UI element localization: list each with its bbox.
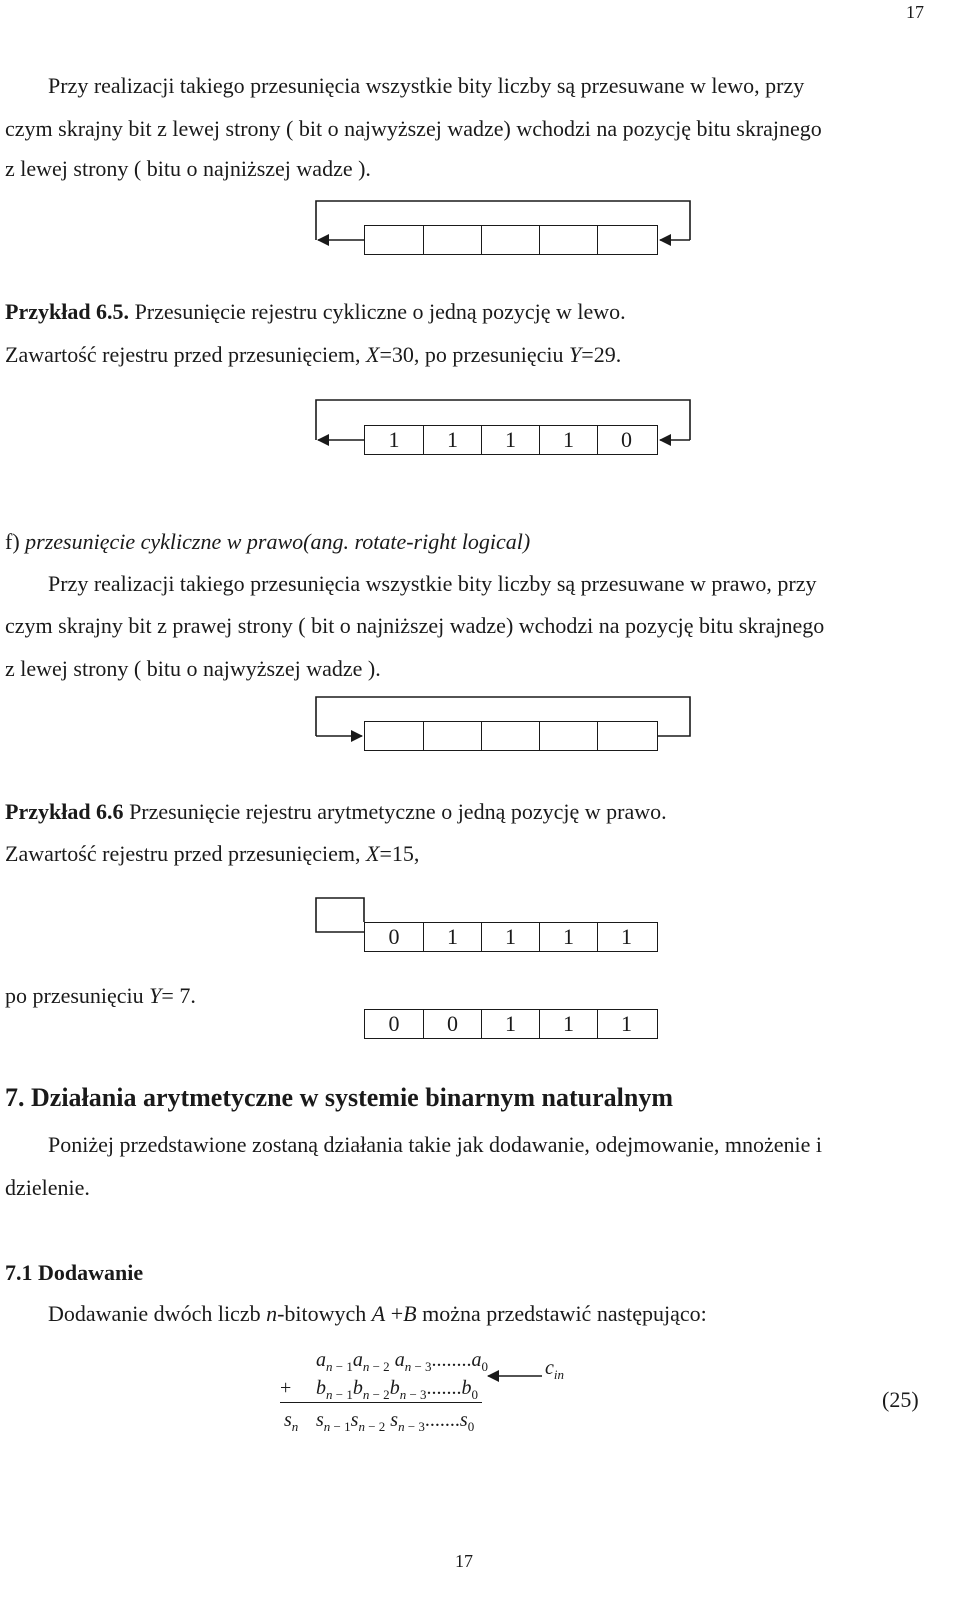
y-variable: Y	[569, 342, 582, 367]
section-7-para-line-2: dzielenie.	[5, 1175, 90, 1200]
formula-plus-sign: +	[280, 1377, 292, 1399]
section-f-label: f)	[5, 529, 26, 554]
register-cell: 0	[388, 1011, 400, 1036]
y-variable: Y	[149, 983, 162, 1008]
formula-row-b: $b_n$ $_{- 1}b_n$ $_{- 2}b_n$ $_{- 3}.......b_0$	[316, 1377, 479, 1402]
formula-sn: $s_n$	[284, 1409, 299, 1434]
carry-sub: in	[553, 1367, 565, 1382]
intro-line-3: z lewej strony ( bitu o najniższej wadze ).	[5, 156, 371, 181]
section-7-heading: 7. Działania arytmetyczne w systemie binarnym naturalnym	[5, 1083, 673, 1112]
example-6-5-line-a: Zawartość rejestru przed przesunięciem,	[5, 342, 366, 367]
register-cell: 1	[539, 426, 597, 454]
example-6-5-line-b: =30, po przesunięciu	[379, 342, 570, 367]
b-variable: B	[403, 1301, 417, 1326]
example-6-5-line-c: =29.	[581, 342, 622, 367]
intro-line-1: Przy realizacji takiego przesunięcia wszystkie bity liczby są przesuwane w lewo, przy	[48, 73, 805, 98]
formula-row-s: $s_n$ $_{- 1}s_n$ $_{- 2}$ $s_n$ $_{- 3}.......s_0$	[316, 1409, 475, 1434]
register-cell: 1	[481, 1010, 539, 1038]
example-6-5-label: Przykład 6.5.	[5, 299, 130, 324]
register-cell: 1	[597, 923, 655, 951]
carry-c: c	[545, 1357, 554, 1379]
register-cell: 1	[423, 923, 481, 951]
n-variable: n	[266, 1301, 278, 1326]
formula-row-a: $a_n$ $_{- 1}a_n$ $_{- 2}$ $a_n$ $_{- 3}........a_0$	[316, 1349, 489, 1374]
register-cell: 1	[539, 1010, 597, 1038]
register-cell: 1	[481, 426, 539, 454]
text-b: -bitowych	[277, 1301, 372, 1326]
formula-number: (25)	[882, 1387, 919, 1412]
register-cell: 0	[388, 924, 400, 949]
example-6-5-text: Przesunięcie rejestru cykliczne o jedną pozycję w lewo.	[129, 299, 626, 324]
section-7-1-heading: 7.1 Dodawanie	[5, 1260, 144, 1285]
section-f-line-1: Przy realizacji takiego przesunięcia wszystkie bity liczby są przesuwane w prawo, przy	[48, 571, 817, 596]
text-c: można przedstawić następująco:	[416, 1301, 707, 1326]
register-cell: 1	[423, 426, 481, 454]
section-f-line-2: czym skrajny bit z prawej strony ( bit o najniższej wadze) wchodzi na pozycję bitu skrajnego	[5, 613, 825, 638]
register-cell: 1	[388, 427, 400, 452]
x-variable: X	[366, 342, 380, 367]
rotate-right-diagram	[316, 697, 690, 736]
x-variable: X	[366, 841, 380, 866]
register-cell: 0	[597, 426, 655, 454]
register-cell: 0	[423, 1010, 481, 1038]
example-6-6-text: Przesunięcie rejestru arytmetyczne o jedną pozycję w prawo.	[123, 799, 667, 824]
after-text-b: = 7.	[161, 983, 196, 1008]
page-number-bottom: 17	[455, 1551, 473, 1571]
section-7-para-line-1: Poniżej przedstawione zostaną działania takie jak dodawanie, odejmowanie, mnożenie i	[48, 1132, 822, 1157]
intro-line-2: czym skrajny bit z lewej strony ( bit o najwyższej wadze) wchodzi na pozycję bitu skrajnego	[5, 116, 822, 141]
example-6-6-line-b: =15,	[379, 841, 420, 866]
example-6-6-line-a: Zawartość rejestru przed przesunięciem,	[5, 841, 366, 866]
section-f-line-3: z lewej strony ( bitu o najwyższej wadze ).	[5, 656, 381, 681]
after-text-a: po przesunięciu	[5, 983, 150, 1008]
register-cell: 1	[597, 1010, 655, 1038]
plus-text: +	[385, 1301, 404, 1326]
example-6-6-label: Przykład 6.6	[5, 799, 124, 824]
register-cell: 1	[481, 923, 539, 951]
rotate-left-diagram-1	[316, 201, 690, 240]
a-variable: A	[371, 1301, 386, 1326]
section-f-title: przesunięcie cykliczne w prawo(ang. rotate-right logical)	[25, 529, 531, 554]
rotate-left-diagram-2	[316, 400, 690, 440]
arithmetic-shift-loop	[316, 898, 364, 932]
register-cell: 1	[539, 923, 597, 951]
text-a: Dodawanie dwóch liczb	[48, 1301, 267, 1326]
page-number-top: 17	[906, 2, 924, 22]
